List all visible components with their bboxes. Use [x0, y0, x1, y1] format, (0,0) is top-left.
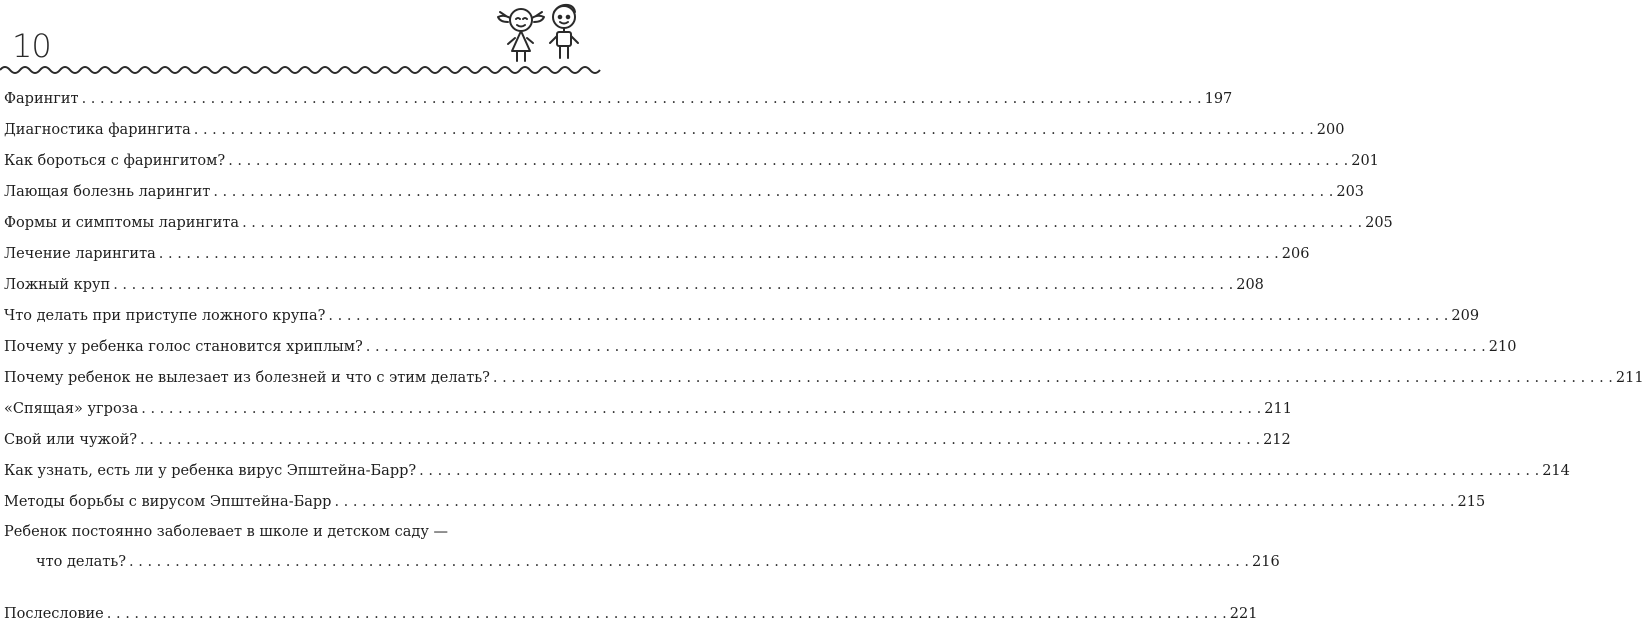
toc-entry-title: Ложный круп [4, 277, 111, 293]
leader-dots [242, 208, 1362, 239]
toc-entry[interactable] [4, 487, 1486, 518]
toc-entry[interactable] [4, 208, 1393, 239]
page-number: 10 [12, 27, 51, 65]
toc-entry[interactable] [4, 239, 1310, 270]
toc-entry-page: 214 [1542, 463, 1570, 479]
toc-entry-page: 208 [1236, 277, 1264, 293]
toc-entry[interactable] [4, 301, 1480, 332]
leader-dots [107, 599, 1227, 630]
toc-entry-title-line1: Ребенок постоянно заболевает в школе и детском саду — [4, 524, 449, 540]
section-gap [4, 578, 586, 599]
leader-dots [159, 239, 1279, 270]
toc-entry[interactable] [4, 115, 1345, 146]
leader-dots [493, 363, 1613, 394]
toc-entry-title: Как узнать, есть ли у ребенка вирус Эпштейна-Барр? [4, 463, 417, 479]
toc-entry-page: 215 [1457, 494, 1486, 510]
toc-entry[interactable] [4, 456, 1570, 487]
toc-entry-title: Почему у ребенка голос становится хриплым? [4, 339, 363, 355]
toc-entry-page: 209 [1451, 308, 1480, 324]
toc-entry-page: 216 [1252, 554, 1280, 570]
children-drawing-icon [488, 0, 591, 68]
toc-entry-page: 211 [1615, 370, 1644, 386]
toc-entry[interactable] [4, 146, 1379, 177]
toc-entry-page: 212 [1263, 432, 1291, 448]
leader-dots [82, 84, 1202, 115]
toc-entry-title: Свой или чужой? [4, 432, 138, 448]
toc-entry-title: Лечение ларингита [4, 246, 156, 262]
leader-dots [213, 177, 1333, 208]
toc-entry-page: 211 [1264, 401, 1292, 417]
leader-dots [334, 487, 1454, 518]
toc-entry-title: Послесловие [4, 606, 104, 622]
toc-entry-title: Формы и симптомы ларингита [4, 215, 240, 231]
toc-entry-title: «Спящая» угроза [4, 401, 139, 417]
toc-entry-page: 210 [1488, 339, 1517, 355]
leader-dots [129, 547, 1249, 578]
toc-entry-title-line2: что делать? [36, 554, 127, 570]
leader-dots [366, 332, 1486, 363]
toc-entry[interactable] [4, 84, 1233, 115]
toc-entry-page: 205 [1365, 215, 1393, 231]
leader-dots [419, 456, 1539, 487]
toc-entry[interactable] [4, 425, 1291, 456]
toc-entry-title: Почему ребенок не вылезает из болезней и что с этим делать? [4, 370, 490, 386]
toc-entry-title: Фарингит [4, 91, 79, 107]
leader-dots [328, 301, 1448, 332]
toc-entry-page: 197 [1204, 91, 1233, 107]
toc-entry-title: Диагностика фарингита [4, 122, 191, 138]
toc-entry-page: 200 [1316, 122, 1345, 138]
toc-entry-page: 221 [1229, 606, 1258, 622]
toc-entry-title: Как бороться с фарингитом? [4, 153, 226, 169]
leader-dots [141, 394, 1261, 425]
toc-entry-page: 206 [1281, 246, 1310, 262]
toc-entry[interactable] [4, 177, 1365, 208]
toc-entry-title: Лающая болезнь ларингит [4, 184, 211, 200]
toc-entry[interactable] [4, 363, 1644, 394]
leader-dots [113, 270, 1233, 301]
toc-entry-page: 201 [1351, 153, 1379, 169]
leader-dots [194, 115, 1314, 146]
toc-entry-title: Методы борьбы с вирусом Эпштейна-Барр [4, 494, 332, 510]
toc-entry-multiline[interactable] [4, 518, 1280, 578]
toc-entry[interactable] [4, 270, 1264, 301]
leader-dots [228, 146, 1348, 177]
toc-entry[interactable] [4, 332, 1517, 363]
toc-entry-title: Что делать при приступе ложного крупа? [4, 308, 326, 324]
toc-entry[interactable] [4, 394, 1292, 425]
toc-entry-afterword[interactable] [4, 599, 1258, 630]
leader-dots [140, 425, 1260, 456]
table-of-contents [4, 84, 1644, 630]
toc-entry-page: 203 [1336, 184, 1365, 200]
